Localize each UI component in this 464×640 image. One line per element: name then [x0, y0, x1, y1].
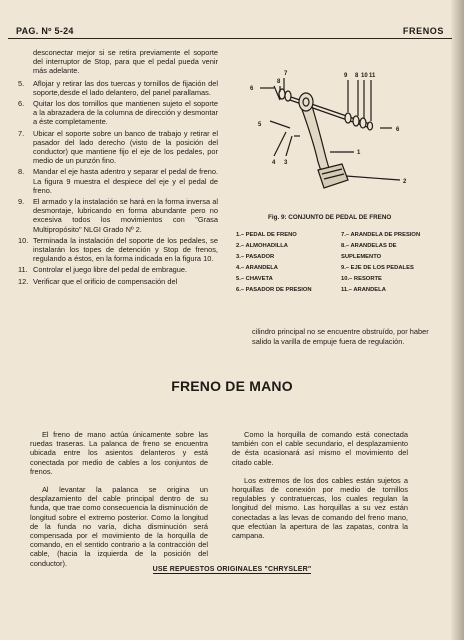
step-12-continuation: cilindro principal no se encuentre obstruído, por haber salido la varilla de empuje fuera de regulación.: [252, 327, 429, 346]
legend-entry: 2.– ALMOHADILLA: [236, 243, 288, 249]
legend-row: [236, 274, 446, 285]
callout-3: 3: [284, 160, 288, 166]
legend-row: [236, 252, 446, 263]
page-number: PAG. Nº 5-24: [16, 26, 74, 36]
step-text: Controlar el juego libre del pedal de embrague.: [33, 265, 188, 275]
legend-entry: 6.– PASADOR DE PRESION: [236, 287, 312, 293]
brake-pedal-exploded-drawing: [230, 66, 420, 206]
legend-entry: 5.– CHAVETA: [236, 276, 273, 282]
step-text: El armado y la instalación se hará en la forma inversa al desmontaje, lubricando en forma abundante pero no excesiva todos los movimientos con "Grasa Multipropósito" NLGI Grado Nº 2.: [33, 197, 218, 234]
legend-entry: 10.– RESORTE: [341, 276, 382, 282]
step-item: [18, 265, 218, 274]
pedal-assembly-illustration: [230, 66, 420, 206]
legend-entry: 4.– ARANDELA: [236, 265, 278, 271]
step-item: [18, 129, 218, 166]
callout-4: 4: [272, 160, 276, 166]
body-paragraph: Los extremos de los dos cables están sujetos a horquillas de conexión por medio de tornillos regulables y contratuercas, los cuales regulan la longitud del mismo. Las horquillas a su vez están conectadas a las levas de comando del freno mano, que efectúan la apertura de las zapatas, contra la campana.: [232, 475, 408, 541]
header-rule: [8, 38, 452, 39]
callout-2: 2: [403, 179, 407, 185]
step-text: Terminada la instalación del soporte de los pedales, se instalarán los topes de detención y Stop de frenos, regulando a éstos, en la forma indicada en la figura 10.: [33, 235, 218, 264]
pedal-bushing: [299, 93, 313, 111]
pedal-arm: [300, 104, 330, 174]
page-footer: [0, 566, 464, 573]
legend-entry: 1.– PEDAL DE FRENO: [236, 232, 297, 238]
callout-7: 7: [284, 71, 288, 77]
callout-11: 11: [369, 73, 376, 79]
legend-entry: SUPLEMENTO: [341, 254, 382, 260]
step-text: Verificar que el orificio de compensación del: [33, 276, 178, 286]
callout-5: 5: [258, 122, 262, 128]
step-number: 10.: [18, 235, 29, 245]
legend-row: [236, 263, 446, 274]
step-number: 6.: [18, 99, 25, 109]
figure-legend: [236, 230, 446, 296]
footer-note: USE REPUESTOS ORIGINALES "CHRYSLER": [152, 566, 312, 573]
step-item: [18, 99, 218, 127]
step-text: Mandar el eje hasta adentro y separar el pedal de freno. La figura 9 muestra el despiece del eje y el pedal de freno.: [33, 167, 218, 195]
callout-10: 10: [361, 73, 368, 79]
callout-9: 9: [344, 73, 348, 79]
body-paragraph: El freno de mano actúa únicamente sobre las ruedas traseras. La palanca de freno se encuentra ubicada entre los asientos delanteros y está conectada por medio de cables a los conjuntos de frenos.: [30, 430, 208, 476]
step-text: Ubicar el soporte sobre un banco de trabajo y retirar el pasador del lado derecho (visto de la posición del conductor) que mantiene fijo el eje de los pedales, por medio de un punzón fino.: [33, 128, 218, 166]
section-name: FRENOS: [402, 26, 444, 36]
callout-6b: 6: [396, 127, 400, 133]
section-title: FRENO DE MANO: [171, 378, 293, 394]
legend-row: [236, 241, 446, 252]
legend-entry: 11.– ARANDELA: [341, 287, 386, 293]
callout-8b: 8: [355, 73, 359, 79]
step-number: 12.: [18, 276, 29, 286]
step-item: [18, 197, 218, 234]
step-item: [18, 236, 218, 264]
callout-6: 6: [250, 86, 254, 92]
left-column: [18, 48, 218, 288]
step-number: 5.: [18, 78, 25, 88]
legend-entry: 9.– EJE DE LOS PEDALES: [341, 265, 414, 271]
step-item: [18, 167, 218, 195]
figure-caption: Fig. 9: CONJUNTO DE PEDAL DE FRENO: [268, 214, 392, 221]
callout-8: 8: [277, 79, 281, 85]
body-paragraph: Al levantar la palanca se origina un desplazamiento del cable principal dentro de su funda, que trae como consecuencia la disminución de longitud sobre el extremo posterior. Como la longitud de la funda no varía, dicha disminución será compensada por el movimiento de la horquilla de comando, en el sentido contrario a la contracción del cable, (hacia la izquierda de la posición del conductor).: [30, 485, 208, 568]
step-text: Aflojar y retirar las dos tuercas y tornillos de fijación del soporte,desde el lado delantero, del panel parallamas.: [33, 78, 218, 97]
intro-paragraph: desconectar mejor si se retira previamente el soporte del interruptor de Stop, para que el pedal pueda venir más adelante.: [33, 48, 218, 76]
legend-entry: 7.– ARANDELA DE PRESION: [341, 232, 421, 238]
step-number: 9.: [18, 197, 25, 207]
legend-row: [236, 285, 446, 296]
handbrake-left-column: [30, 430, 208, 577]
step-number: 8.: [18, 167, 25, 177]
page-header: [10, 26, 456, 38]
legend-entry: 8.– ARANDELAS DE: [341, 243, 397, 249]
handbrake-right-column: [232, 430, 408, 549]
step-item: [18, 79, 218, 97]
callout-1: 1: [357, 150, 361, 156]
page-edge-shadow: [450, 0, 464, 640]
body-paragraph: Como la horquilla de comando está conectada también con el cable secundario, el desplazamiento de ésta ocasionará así mismo el movimiento del citado cable.: [232, 430, 408, 467]
step-number: 7.: [18, 128, 25, 138]
step-number: 11.: [18, 265, 28, 275]
step-item: [18, 277, 218, 286]
legend-entry: 3.– PASADOR: [236, 254, 275, 260]
legend-row: [236, 230, 446, 241]
step-text: Quitar los dos tornillos que mantienen sujeto el soporte a la abrazadera de la columna de dirección y desmontar a éste completamente.: [33, 99, 218, 127]
